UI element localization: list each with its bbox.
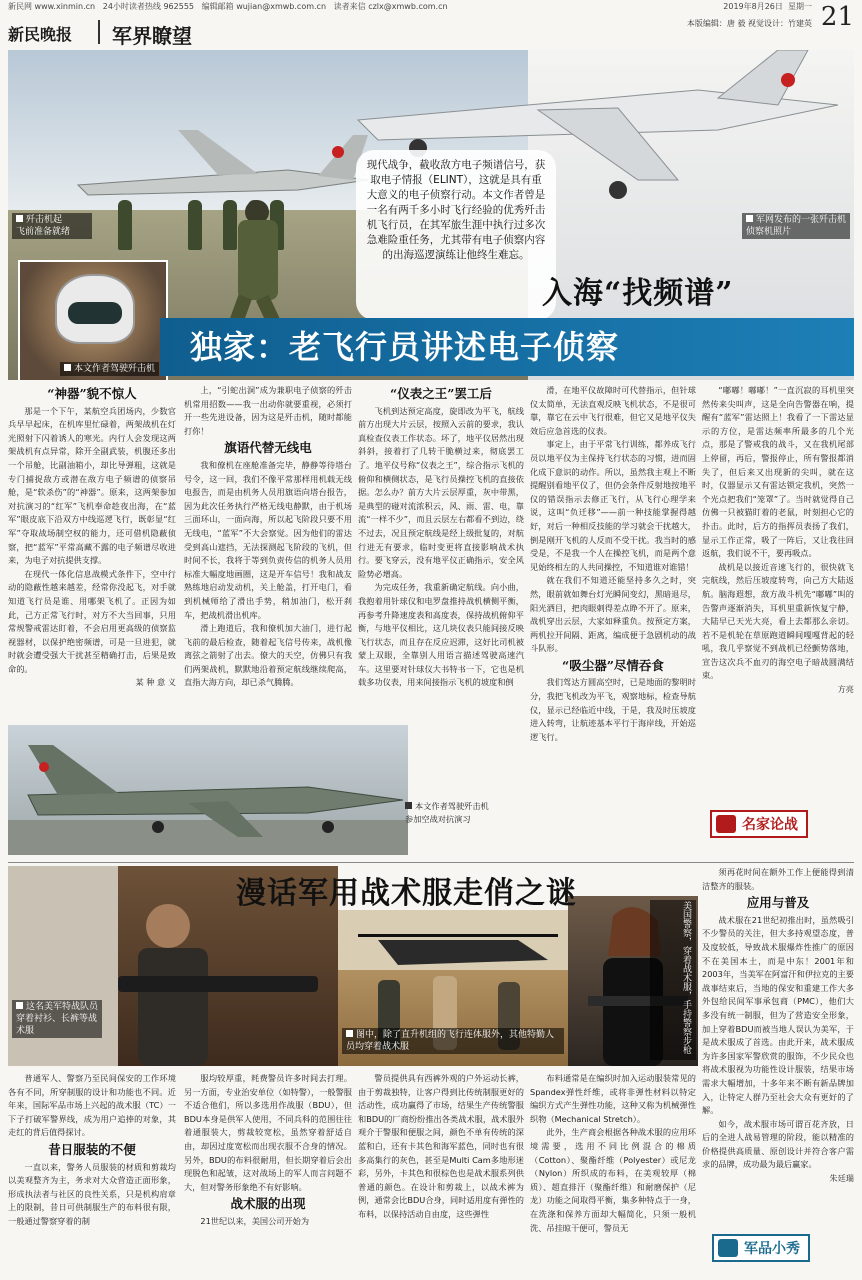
taxiing-jet-graphic xyxy=(8,725,408,855)
article2-column-2: 服均较厚重，耗费警员许多时间去打理。另一方面，专业治安单位（如特警），一般警服不适合他们，所以多选用作战服（BDU），但BDU本身是供军人使用，不同兵科的范围往往着通服装大，剪裁较宽松，虽然穿着舒适自由，却因过度宽松而出现衣服不合身的情况。另外，BDU的布料很耐用，但长期穿着后会出现脱色和起皱，这对战场上的军人而言问题不大，但对警务形象绝不有好影响。 战术服的出现 21世纪以来，美国公司开始为 xyxy=(184,1073,352,1226)
caption-square-icon xyxy=(16,1002,23,1009)
hotline: 24小时读者热线 962555 xyxy=(102,2,195,11)
subhead-instrument-king: “仪表之王”罢工后 xyxy=(390,386,492,401)
main-headline: 入海“找频谱” xyxy=(542,276,734,311)
article1-column-1: “神器”貌不惊人 那是一个下午，某航空兵团场内，少数官兵早早起床，在机库里忙碌着，两架战机在灯光照射下闪着诱人的寒光。内行人会发现这两架战机有点异常，除开全副武装，机腹还多出一个吊舱，比副油箱小，却比导弹粗，这就是专门捕捉敌方或潜在敌方电子频谱的侦察吊舱，是“软杀伤”的“神器”。原来，这两架参加对抗演习的“红军”飞机奉命趁夜出海，在“蓝军”眼皮底下沿双方中线巡逻飞行，既彰显“红军”夺取战场制空权的能力，还可借机隐蔽侦察，把“蓝军”平常高藏不露的电子频谱尽收进来，为电子对抗提供支撑。 在现代一体化信息战模式条件下，空中行动的隐蔽性越来越差，经常你没起飞，对手就知道飞行员是谁、用哪架飞机了。正因为如此，己方正常飞行时，对方不大当回事，只用常规警戒雷达盯着，不会启用更高级的侦察监视器材，以保护绝密频谱，可是一旦进犯，就时就会遭受强大干扰甚至精确打击，后果是致命的。 某 种 意 义 xyxy=(8,386,176,688)
editor-credits: 本版编辑：唐 毅 视觉设计：竹建英 xyxy=(686,19,812,28)
caption-square-icon xyxy=(405,802,412,809)
top-info-bar xyxy=(0,0,862,14)
caption-square-icon xyxy=(64,364,71,371)
subhead-flag-signals: 旗语代替无线电 xyxy=(224,440,312,456)
section-divider xyxy=(8,862,854,863)
masthead xyxy=(8,18,258,48)
article1-column-3: “仪表之王”罢工后 飞机到达预定高度，旋即改为平飞，航线前方出现大片云层，按照入云前的要求，我认真检查仪表工作状态。坏了，地平仪居然出现斜斜，接着打了几转干脆横过来，彻底罢工了。地平仪号称“仪表之王”，综合指示飞机的俯仰和横侧状态，是飞行员操控飞机的直接依据。怎么办？前方大片云层厚重，灰中带黑，是典型的碰对流浓积云，风、雨、雷、电，靠流“一样不少”，而且云层左右都看不到边，绕不过去，况且预定航线是经上级批复的，对航行进无有要求，临时变更将直接影响战术执行。要飞穿云，没有地平仪正确指示，安全风险势必增高。 为完成任务，我重新确定航线。向小曲，我抱着用针球仪和电罗盘推持战机横侧平衡，再参考升降速度表和高度表，保持战机俯仰平衡，与地平仪相比，这几块仪表只能间接反映飞行状态，而且存在反应迟滞，这好比司机被蒙上双眼，全靠别人用语言描述驾驶高速汽车。这里要对针球仪大书特书一下，它也是机载多功仪表，用来间接指示飞机的坡度和倒 xyxy=(358,386,524,688)
caption-square-icon xyxy=(346,1030,353,1037)
article2-column-5: 须再花时间在额外工作上便能得到清洁整齐的服装。 应用与普及 战术服在21世纪初推出时，虽然吸引不少警员的关注，但大多持观望态度，普及度较低，导致战术服爆炸性推广的原因不在美国本土，而是中东！2001年和2003年，当美军在阿富汗和伊拉克的主要战事结束后，当地的保安和重建工作大多外包给民间军事承包商（PMC），他们大多没有统一制服，但为了营造安全形象，加上穿着BDU而被当地人误认为美军，于是战术服成了首选。由此开来，战术服成为许多国家军警欣赏的服饰，不少民众也将战术服视为功能性设计服装，结果市场需求大幅增加，十多年来不断有新品牌加入，让特定人群乃至社会大众有更好的了解。 如今，战术服市场可谓百花齐放，日后的全进人战易管理的阶段，能以精准的价格提供高质量、原创设计并符合客户需求的品牌，成功最为最后赢家。 朱廷瑞 xyxy=(702,867,854,1184)
article1-column-4: 滑，在地平仪故障时可代替指示，但针球仪太简单，无法直观反映飞机状态，不是很可靠，靠它在云中飞行很难，但它又是地平仪失效后应急首选的仪表。 事定上，由于平常飞行训练，都养成飞行员以地平仪为主保持飞行状态的习惯，进而固化成下意识的动作。所以，虽然我主观上不断提醒别看地平仪了，但仍会条件反射地按地平仪的错误指示去修正飞行，从飞行心理学来说，这叫“负迁移”——前一种技能掌握得越好，对后一种相反技能的学习就会干扰越大，倒是刚开飞机的人反而不受干扰。我当时的感受是，不是我一个人在操控飞机，而是两个意见始终相左的人共同操控，不知道谁对谁错！ 就在我们不知道还能坚持多久之时，突然，眼前就如舞台灯光瞬间变幻，黑暗退尽，阳光洒目，把肉眼刺得差点睁不开了。原来，战机穿出云层，大家如释重负。按预定方案，两机拉开间隔、距离，编成便于急剧机动的战斗队形。 “吸尘器”尽情吞食 我们驾达方圆高空时，已是地面的黎明时分，我把飞机改为平飞，观察地标，检查导航仪，显示已经临近中线，于是，我及时压坡度进入转弯，让航迹基本平行于海岸线，开始巡逻飞行。 xyxy=(530,385,696,742)
subhead-vacuum-cleaner: “吸尘器”尽情吞食 xyxy=(562,657,664,673)
banner-title: 独家：老飞行员讲述电子侦察 xyxy=(190,328,620,366)
site-url[interactable]: 新民网 www.xinmin.cn xyxy=(8,2,96,11)
top-bar-right xyxy=(723,0,812,14)
paper-name: 新民晚报 xyxy=(8,25,73,44)
jet-photo xyxy=(8,725,408,855)
issue-date: 2019年8月26日 xyxy=(723,2,783,11)
badge-icon xyxy=(716,815,736,833)
column-badge-junpin: 军品小秀 xyxy=(712,1234,810,1262)
subhead-tactical-wear-appears: 战术服的出现 xyxy=(230,1196,306,1212)
top-bar-left xyxy=(8,0,448,14)
caption-police-officer: 美国警察，穿着战术服，手持警察步枪 xyxy=(650,900,696,1060)
reader-email[interactable]: 读者来信 czlx@xmwb.com.cn xyxy=(333,2,448,11)
caption-square-icon xyxy=(746,215,753,222)
masthead-divider xyxy=(98,20,100,44)
jet-photo-caption: 本文作者驾驶歼击机参加空战对抗演习 xyxy=(405,801,489,824)
section-name: 军界瞭望 xyxy=(112,24,192,48)
page-number: 21 xyxy=(820,2,854,32)
editor-email[interactable]: 编辑邮箱 wujian@xmwb.com.cn xyxy=(201,2,327,11)
subhead-shenqi: “神器”貌不惊人 xyxy=(47,386,137,401)
hero-caption-top-left: 歼击机起 飞前准备就绪 xyxy=(12,213,92,239)
hero-caption-pilot: 本文作者驾驶歼击机 xyxy=(60,362,159,376)
article2-column-3: 警员提供具有西裤外观的户外运动长裤，由于剪裁独特，让客户得到比传统制服更好的活动性，成功赢得了市场，结果生产传统警服和BDU的厂商纷纷推出各类战术服，战术服外观介于警服和便服之间，颜色不单有传统的深蓝和白，还有卡其色和海军蓝色，同时也有很多高集行的灰色，甚至是Multi Cam多地形迷彩，另外，卡其色和很棕色也是战术服系列供普通的颜色。在设计和剪裁上，以战术裤为例，通常会比BDU合身，同时适用度有弹性的布料，以保持活动自由度，这些弹性 xyxy=(358,1073,524,1219)
badge-icon xyxy=(718,1239,738,1257)
article2-column-1: 普通军人、警察乃至民间保安的工作环境各有不同，所穿制服的设计和功能也不同。近年来，国际军品市场上兴起的战术服（TC）一下子打破军警界线，成为用户追捧的对象，其走红的背后值得探讨。 昔日服装的不便 一直以来，警务人员服装的材质和剪裁均以美观整齐为主，务求对大众营造正面形象，形成执法者与社区的良性关系，只是机构肩章上的限制，昔日可供制服生产的布料很有限，一般通过警察穿着的制 xyxy=(8,1073,176,1226)
article1-column-2: 上，“引蛇出洞”成为兼职电子侦察的歼击机常用招数——我一出动你就要重视，必须打开一些先进设备，因为这是歼击机，随时都能打你！ 旗语代替无线电 我和僚机在座舱准备完毕，静静等待塔台号令，这一回，我们不像平常那样用机载无线电报告，而是由机务人员用旗语向塔台报告，因为此次任务执行严格无线电静默，由于机场三面环山，一面向海，所以起飞阶段只要不用无线电，“蓝军”不大会察觉。因为他们的雷达受到高山遮挡，无法探测起飞阶段的飞机，但时间不长，我将于等到负责传信的机务人员用标准大幅度地画圈，这是开车信号！我和战友熟练地启动发动机，关上舱盖，打开电门，看到机械师给了滑出手势，稍加油门，松开刹车，把战机滑出机库。 滑上跑道后，我和僚机加大油门，进行起飞前的最后检查，随着起飞信号传来，战机像离弦之箭射了出去。僚大的天空，仿佛只有我们两架战机，默默地沿着预定航线继续爬高，直指大海方向，却已杀气腾腾。 xyxy=(184,385,352,688)
caption-square-icon xyxy=(16,215,23,222)
caption-helicopter-team: 图中，除了直升机组的飞行连体服外，其他特勤人员均穿着战术服 xyxy=(342,1028,564,1054)
article1-column-5: “嘟嘟！嘟嘟！”一直沉寂的耳机里突然传来尖叫声，这是全向告警器在响，提醒有“蓝军”雷达照上！我看了一下雷达显示的方位，是雷达频率所最多的几个光点，那是了警戒我的战斗，又在我机尾部上停留，再后，警报停止，所有警报都消失了，但后来又出现新的尖叫，就在这时，仪器显示又有雷达锁定我机，突然一个光点把我们“笼罩”了。当时就觉得自己仿佛一只被猫盯着的老鼠，时刻担心它的扑击。此时，后方的指挥员表扬了我们，显示工作正常，吸了一阵后，又让我往回返航，我们说不干，要再吸点。 战机是以接近音速飞行的，很快就飞完航线，然后压坡度转弯，向己方大陆返航。脑海遐想，敌方战斗机先“嘟嘟”叫的告警声逐渐消失，耳机里重新恢复宁静，大陆早已天光大亮，看上去都那么亲切。若不是机轮在草原跑道瞬间嘎嘎背起的轻吼，我几乎察觉不到战机已经颤势落地，宣告这次兵不血刃的海空电子暗战圆满结束。 方亮 xyxy=(702,385,854,695)
column-badge-mingjia: 名家论战 xyxy=(710,810,808,838)
hero-caption-right: 军网发布的一张歼击机侦察机照片 xyxy=(742,213,850,239)
article2-column-4: 布料通常是在编织时加入运动服装常见的Spandex弹性纤维，或将非弹性材料以特定编织方式产生弹性功能，这种又称为机械弹性织物（Mechanical Stretch）。 此外，生产商会根据各种战术服的应用环境需要，选用不同比例混合的棉质（Cotton）、聚酯纤维（Polyester）或尼龙（Nylon）所织成的布料，在美观较厚（棉质）、超直排汗（聚酯纤维）和耐磨保护（尼龙）功能之间取得平衡，集多种特点于一身，在洗涤和保养方面却大幅简化，只须一般机洗、吊挂晾干便可，警员无 xyxy=(530,1073,696,1233)
article-lead: 现代战争，截收敌方电子频谱信号，获取电子情报（ELINT），这就是具有重大意义的电子侦察行动。本文作者曾是一名有两千多小时飞行经验的优秀歼击机飞行员，在其军旅生涯中执行过多次急难险重任务，尤其带有电子侦察内容的出海巡逻演练让他终生难忘。 xyxy=(356,150,556,320)
subhead-application: 应用与普及 xyxy=(746,895,810,911)
article2-title: 漫话军用战术服走俏之谜 xyxy=(236,876,577,911)
issue-weekday: 星期一 xyxy=(788,2,812,11)
caption-special-forces: 这名美军特战队员穿着衬衫、长裤等战术服 xyxy=(12,1000,102,1038)
subhead-old-uniforms: 昔日服装的不便 xyxy=(48,1141,136,1157)
